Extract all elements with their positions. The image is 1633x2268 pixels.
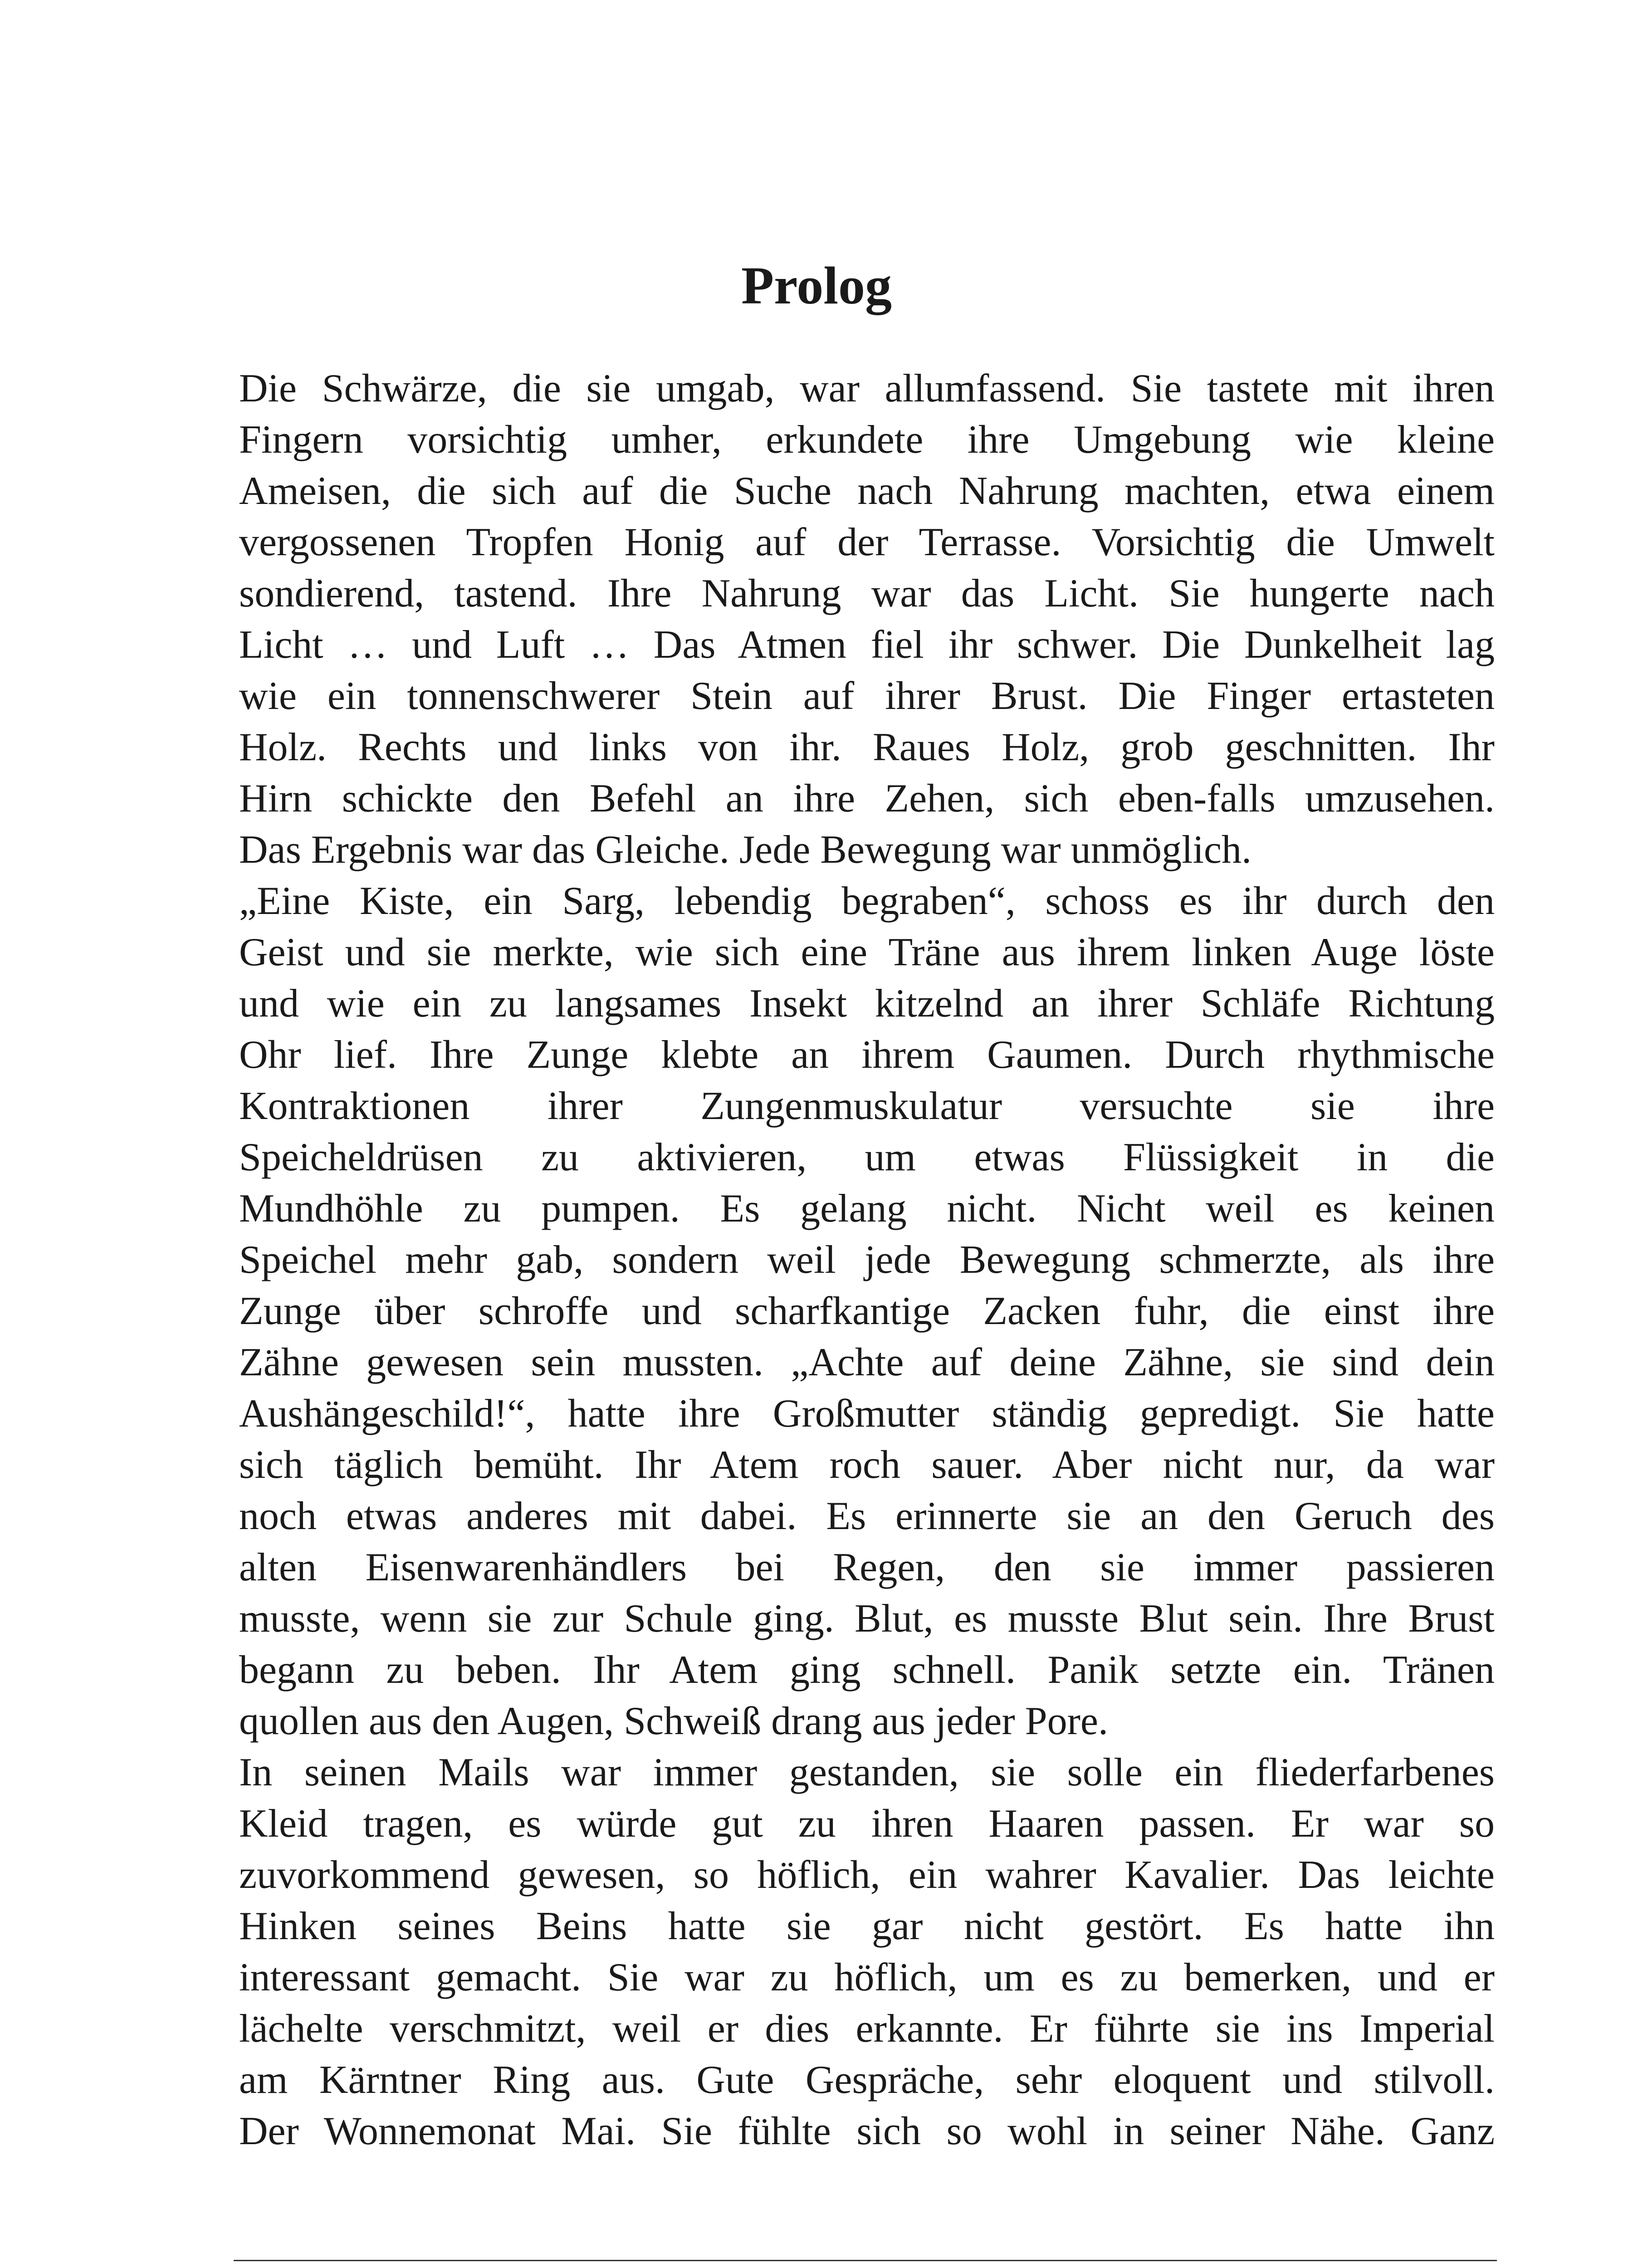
text-line: Hinken seines Beins hatte sie gar nicht gestört. Es hatte ihn: [239, 1904, 1495, 1948]
text-line: Aushängeschild!“, hatte ihre Großmutter ständig gepredigt. Sie hatte: [239, 1392, 1495, 1436]
text-line: noch etwas anderes mit dabei. Es erinnerte sie an den Geruch des: [239, 1494, 1495, 1538]
text-line: Licht … und Luft … Das Atmen fiel ihr schwer. Die Dunkelheit lag: [239, 623, 1495, 667]
body-text: [239, 363, 1495, 2157]
text-line: Holz. Rechts und links von ihr. Raues Holz, grob geschnitten. Ihr: [239, 725, 1495, 769]
text-line: In seinen Mails war immer gestanden, sie solle ein fliederfarbenes: [239, 1750, 1495, 1794]
text-line: Hirn schickte den Befehl an ihre Zehen, sich eben-falls umzusehen.: [239, 777, 1495, 821]
text-line: sich täglich bemüht. Ihr Atem roch sauer. Aber nicht nur, da war: [239, 1443, 1495, 1487]
text-line: am Kärntner Ring aus. Gute Gespräche, sehr eloquent und stilvoll.: [239, 2058, 1495, 2102]
text-line: Das Ergebnis war das Gleiche. Jede Bewegung war unmöglich.: [239, 828, 1252, 872]
text-line: Der Wonnemonat Mai. Sie fühlte sich so wohl in seiner Nähe. Ganz: [239, 2109, 1495, 2153]
text-line: vergossenen Tropfen Honig auf der Terrasse. Vorsichtig die Umwelt: [239, 520, 1495, 564]
paragraph-3: [239, 1747, 1495, 2157]
text-line: Speichel mehr gab, sondern weil jede Bewegung schmerzte, als ihre: [239, 1238, 1495, 1282]
text-line: Fingern vorsichtig umher, erkundete ihre Umgebung wie kleine: [239, 418, 1495, 462]
text-line: Ameisen, die sich auf die Suche nach Nahrung machten, etwa einem: [239, 469, 1495, 513]
text-line: begann zu beben. Ihr Atem ging schnell. Panik setzte ein. Tränen: [239, 1648, 1495, 1692]
paragraph-2: [239, 875, 1495, 1747]
text-line: Mundhöhle zu pumpen. Es gelang nicht. Nicht weil es keinen: [239, 1187, 1495, 1231]
text-line: Speicheldrüsen zu aktivieren, um etwas Flüssigkeit in die: [239, 1135, 1495, 1179]
text-line: Kontraktionen ihrer Zungenmuskulatur versuchte sie ihre: [239, 1084, 1495, 1128]
text-line: alten Eisenwarenhändlers bei Regen, den sie immer passieren: [239, 1545, 1495, 1589]
text-line: interessant gemacht. Sie war zu höflich, um es zu bemerken, und er: [239, 1955, 1495, 1999]
text-line: sondierend, tastend. Ihre Nahrung war das Licht. Sie hungerte nach: [239, 572, 1495, 616]
text-line: Zähne gewesen sein mussten. „Achte auf deine Zähne, sie sind dein: [239, 1340, 1495, 1384]
text-line: wie ein tonnenschwerer Stein auf ihrer Brust. Die Finger ertasteten: [239, 674, 1495, 718]
footer-divider: [234, 2260, 1497, 2261]
text-line: Die Schwärze, die sie umgab, war allumfassend. Sie tastete mit ihren: [239, 367, 1495, 411]
text-line: Geist und sie merkte, wie sich eine Träne aus ihrem linken Auge löste: [239, 930, 1495, 974]
text-line: Ohr lief. Ihre Zunge klebte an ihrem Gaumen. Durch rhythmische: [239, 1033, 1495, 1077]
text-line: musste, wenn sie zur Schule ging. Blut, es musste Blut sein. Ihre Brust: [239, 1597, 1495, 1641]
text-line: zuvorkommend gewesen, so höflich, ein wahrer Kavalier. Das leichte: [239, 1853, 1495, 1897]
text-line: und wie ein zu langsames Insekt kitzelnd an ihrer Schläfe Richtung: [239, 982, 1495, 1026]
text-line: Zunge über schroffe und scharfkantige Zacken fuhr, die einst ihre: [239, 1289, 1495, 1333]
chapter-title: Prolog: [741, 256, 892, 315]
text-line: Kleid tragen, es würde gut zu ihren Haaren passen. Er war so: [239, 1802, 1495, 1846]
text-line: lächelte verschmitzt, weil er dies erkannte. Er führte sie ins Imperial: [239, 2007, 1495, 2051]
paragraph-1: [239, 363, 1495, 875]
text-line: quollen aus den Augen, Schweiß drang aus jeder Pore.: [239, 1699, 1108, 1743]
text-line: „Eine Kiste, ein Sarg, lebendig begraben“, schoss es ihr durch den: [239, 879, 1495, 923]
